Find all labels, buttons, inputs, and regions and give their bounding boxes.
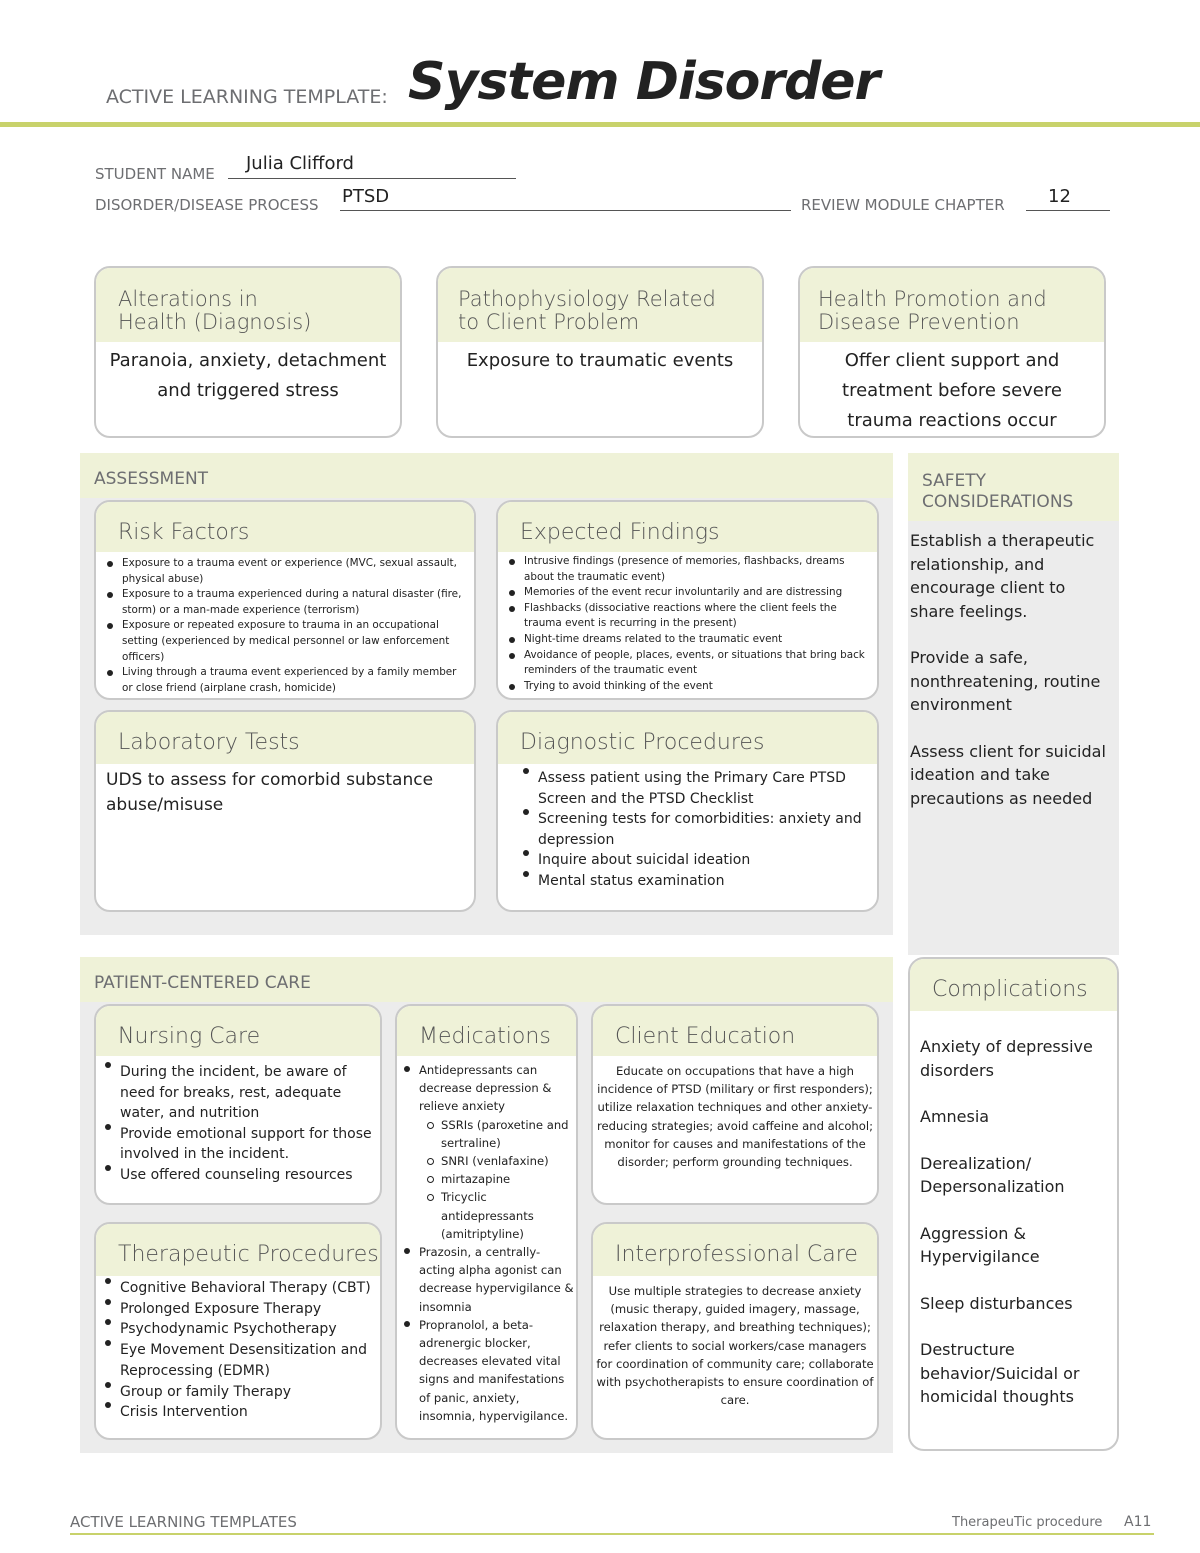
risk-factors-box <box>94 500 476 700</box>
expected-findings-list <box>498 552 877 694</box>
nursing-care-box <box>94 1004 382 1205</box>
patho-box <box>436 266 764 438</box>
list-item: Avoidance of people, places, events, or situations that bring back reminders of the traumatic event <box>504 648 875 679</box>
safety-panel <box>908 453 1119 955</box>
patho-header <box>438 268 762 342</box>
list-item: mirtazapine <box>419 1170 574 1188</box>
medications-list <box>397 1056 576 1425</box>
risk-factors-header: Risk Factors <box>96 502 474 552</box>
list-item: Assess patient using the Primary Care PTSD Screen and the PTSD Checklist <box>518 768 869 809</box>
list-item: Inquire about suicidal ideation <box>518 850 869 871</box>
page-title: System Disorder <box>408 52 880 112</box>
interprofessional-care-text: Use multiple strategies to decrease anxiety (music therapy, guided imagery, massage, relaxation therapy, and breathing techniques); refer clients to social workers/case managers for coordination of community care; collaborate with psychotherapists to ensure coordination of care. <box>596 1284 874 1408</box>
complication-item: Destructure behavior/Suicidal or homicidal thoughts <box>920 1340 1080 1406</box>
list-item: Mental status examination <box>518 871 869 892</box>
list-item <box>399 1061 574 1243</box>
list-item: Use offered counseling resources <box>100 1165 376 1186</box>
page-header <box>106 52 906 112</box>
footer-page: A11 <box>1124 1514 1152 1530</box>
list-item: During the incident, be aware of need for breaks, rest, adequate water, and nutrition <box>100 1062 376 1124</box>
safety-item: Provide a safe, nonthreatening, routine environment <box>910 648 1101 714</box>
safety-label-1: SAFETY <box>922 471 987 491</box>
list-item: Screening tests for comorbidities: anxiety and depression <box>518 809 869 850</box>
diagnostic-list <box>498 764 877 891</box>
therapeutic-procedures-box <box>94 1222 382 1440</box>
diagnostic-box <box>496 710 879 912</box>
list-item: Intrusive findings (presence of memories, flashbacks, dreams about the traumatic event) <box>504 554 875 585</box>
list-item: Crisis Intervention <box>100 1402 376 1423</box>
complications-box <box>908 957 1119 1451</box>
list-item: Tricyclic antidepressants (amitriptyline) <box>419 1188 574 1243</box>
complication-item: Aggression & Hypervigilance <box>920 1223 1040 1266</box>
complications-list <box>910 1011 1117 1409</box>
therapeutic-procedures-list <box>96 1276 380 1423</box>
list-item: Trying to avoid thinking of the event <box>504 679 875 695</box>
list-item: Psychodynamic Psychotherapy <box>100 1319 376 1340</box>
medication-sublist <box>419 1116 574 1243</box>
safety-text <box>910 529 1113 810</box>
list-item: SSRIs (paroxetine and sertraline) <box>419 1116 574 1152</box>
student-name-value[interactable]: Julia Clifford <box>246 153 354 174</box>
alterations-box <box>94 266 402 438</box>
disorder-label: DISORDER/DISEASE PROCESS <box>95 196 319 214</box>
assessment-label: ASSESSMENT <box>80 453 893 498</box>
list-item: Living through a trauma event experienced by a family member or close friend (airplane crash, homicide) <box>102 665 470 696</box>
diagnostic-header: Diagnostic Procedures <box>498 712 877 764</box>
health-title-2: Disease Prevention <box>818 310 1020 334</box>
health-box <box>798 266 1106 438</box>
list-item: Exposure to a trauma event or experience (MVC, sexual assault, physical abuse) <box>102 556 470 587</box>
footer-right: TherapeuTic procedure <box>952 1515 1103 1530</box>
complications-header: Complications <box>910 959 1117 1011</box>
header-bar <box>0 122 1200 127</box>
client-education-box <box>591 1004 879 1205</box>
client-education-text: Educate on occupations that have a high incidence of PTSD (military or first responders); utilize relaxation techniques and other anxiety- reducing strategies; avoid caffeine and alcohol; monitor for causes and manifestations of the disorder; perform grounding techniques. <box>597 1064 873 1170</box>
safety-label-2: CONSIDERATIONS <box>922 492 1074 512</box>
medications-header: Medications <box>397 1006 576 1056</box>
medications-box <box>395 1004 578 1440</box>
nursing-care-list <box>96 1056 380 1185</box>
patho-title-1: Pathophysiology Related <box>458 287 716 311</box>
chapter-label: REVIEW MODULE CHAPTER <box>801 196 1005 214</box>
list-item: Cognitive Behavioral Therapy (CBT) <box>100 1278 376 1299</box>
student-name-label: STUDENT NAME <box>95 165 215 183</box>
lab-tests-text: UDS to assess for comorbid substance abuse/misuse <box>106 770 434 815</box>
health-header <box>800 268 1104 342</box>
chapter-line <box>1026 210 1110 211</box>
safety-item: Assess client for suicidal ideation and take precautions as needed <box>910 741 1106 808</box>
nursing-care-header: Nursing Care <box>96 1006 380 1056</box>
footer-left: ACTIVE LEARNING TEMPLATES <box>70 1513 297 1531</box>
complication-item: Derealization/ Depersonalization <box>920 1153 1065 1196</box>
list-item: Prolonged Exposure Therapy <box>100 1299 376 1320</box>
risk-factors-list <box>96 552 474 696</box>
patient-care-label: PATIENT-CENTERED CARE <box>80 957 893 1002</box>
alterations-text: Paranoia, anxiety, detachment and triggered stress <box>109 350 387 401</box>
expected-findings-header: Expected Findings <box>498 502 877 552</box>
disorder-line <box>340 210 791 211</box>
complication-item: Anxiety of depressive disorders <box>920 1037 1093 1080</box>
list-item: Provide emotional support for those involved in the incident. <box>100 1124 376 1165</box>
expected-findings-box <box>496 500 879 700</box>
patho-text: Exposure to traumatic events <box>466 350 734 371</box>
list-item: Night-time dreams related to the traumatic event <box>504 632 875 648</box>
health-title-1: Health Promotion and <box>818 287 1047 311</box>
list-item: Exposure or repeated exposure to trauma in an occupational setting (experienced by medical personnel or law enforcement officers) <box>102 618 470 665</box>
therapeutic-procedures-header: Therapeutic Procedures <box>96 1224 380 1276</box>
client-education-header: Client Education <box>593 1006 877 1056</box>
list-item: Prazosin, a centrally-acting alpha agonist can decrease hypervigilance & insomnia <box>399 1243 574 1316</box>
interprofessional-care-header: Interprofessional Care <box>593 1224 877 1276</box>
list-item: Group or family Therapy <box>100 1382 376 1403</box>
header-prefix: ACTIVE LEARNING TEMPLATE: <box>106 86 388 108</box>
chapter-value[interactable]: 12 <box>1048 186 1071 207</box>
list-item: SNRI (venlafaxine) <box>419 1152 574 1170</box>
health-text: Offer client support and treatment before severe trauma reactions occur <box>842 350 1062 431</box>
list-item: Flashbacks (dissociative reactions where the client feels the trauma event is recurring in the present) <box>504 601 875 632</box>
list-item: Eye Movement Desensitization and Reprocessing (EDMR) <box>100 1340 376 1381</box>
safety-item: Establish a therapeutic relationship, and encourage client to share feelings. <box>910 531 1095 621</box>
student-name-line <box>228 178 516 179</box>
list-item: Propranolol, a beta-adrenergic blocker, decreases elevated vital signs and manifestations of panic, anxiety, insomnia, hypervigilance. <box>399 1316 574 1425</box>
alterations-title-2: Health (Diagnosis) <box>118 310 312 334</box>
lab-tests-header: Laboratory Tests <box>96 712 474 764</box>
alterations-title-1: Alterations in <box>118 287 258 311</box>
footer-bar <box>70 1533 1154 1535</box>
medication-item: Antidepressants can decrease depression & relieve anxiety <box>419 1063 552 1114</box>
list-item: Memories of the event recur involuntarily and are distressing <box>504 585 875 601</box>
alterations-header <box>96 268 400 342</box>
disorder-value[interactable]: PTSD <box>342 186 390 207</box>
list-item: Exposure to a trauma experienced during a natural disaster (fire, storm) or a man-made experience (terrorism) <box>102 587 470 618</box>
lab-tests-box <box>94 710 476 912</box>
safety-header <box>908 453 1119 521</box>
interprofessional-care-box <box>591 1222 879 1440</box>
complication-item: Amnesia <box>920 1107 990 1126</box>
complication-item: Sleep disturbances <box>920 1293 1073 1313</box>
patho-title-2: to Client Problem <box>458 310 640 334</box>
